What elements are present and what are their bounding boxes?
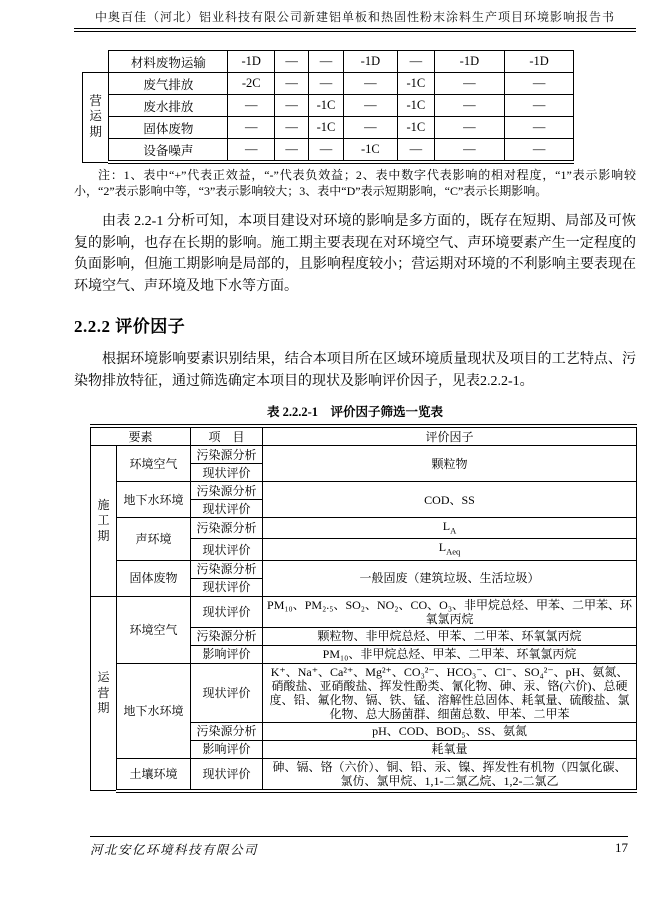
- impact-row-label: 废气排放: [109, 73, 228, 95]
- header-element: 要素: [91, 426, 191, 446]
- impact-cell: -1C: [398, 95, 434, 117]
- impact-cell: —: [434, 139, 505, 163]
- operation-period-label: 运营期: [91, 596, 117, 791]
- project-cell: 现状评价: [191, 539, 263, 560]
- impact-cell: -1C: [309, 95, 343, 117]
- factor-cell: PM₁₀、非甲烷总烃、甲苯、二甲苯、环氧氯丙烷: [263, 645, 637, 663]
- impact-period-label: 营运期: [83, 73, 109, 163]
- impact-cell: —: [309, 139, 343, 163]
- project-cell: 污染源分析: [191, 518, 263, 539]
- project-cell: 污染源分析: [191, 722, 263, 740]
- impact-cell: —: [228, 139, 274, 163]
- table-note: 注：1、表中“+”代表正效益，“-”代表负效益；2、表中数字代表影响的相对程度，“1”表示影响较小，“2”表示影响中等，“3”表示影响较大；3、表中“D”表示短期影响，“C”表示长期影响。: [74, 168, 636, 198]
- impact-cell: —: [505, 117, 574, 139]
- impact-cell: —: [434, 117, 505, 139]
- construction-period-label: 施工期: [91, 446, 117, 597]
- impact-cell: —: [505, 139, 574, 163]
- header-project: 项 目: [191, 426, 263, 446]
- impact-summary-table: [82, 50, 574, 164]
- impact-cell: -1C: [309, 117, 343, 139]
- impact-cell: —: [274, 73, 308, 95]
- table-row: [83, 51, 574, 73]
- impact-cell: —: [343, 95, 398, 117]
- impact-row-label: 材料废物运输: [109, 51, 228, 73]
- impact-period-blank-cell: [83, 51, 109, 73]
- project-cell: 影响评价: [191, 740, 263, 758]
- impact-cell: —: [309, 51, 343, 73]
- table-row: [83, 117, 574, 139]
- impact-cell: —: [398, 51, 434, 73]
- project-cell: 现状评价: [191, 663, 263, 722]
- noise-factor-subscript: A: [450, 525, 457, 536]
- table-row: [83, 95, 574, 117]
- project-cell: 现状评价: [191, 758, 263, 791]
- impact-cell: —: [343, 117, 398, 139]
- element-name: 土壤环境: [117, 758, 191, 791]
- page-number: 17: [615, 840, 628, 855]
- analysis-paragraph: 由表 2.2-1 分析可知，本项目建设对环境的影响是多方面的，既存在短期、局部及可恢复的影响，也存在长期的影响。施工期主要表现在对环境空气、声环境要素产生一定程度的负面影响，但施工期影响是局部的，且影响程度较小；营运期对环境的不利影响主要表现在环境空气、声环境及地下水等方面。: [74, 214, 636, 294]
- project-cell: 影响评价: [191, 645, 263, 663]
- factor-cell: 颗粒物: [263, 446, 637, 482]
- project-cell: 污染源分析: [191, 446, 263, 464]
- factor-cell: 砷、镉、铬（六价）、铜、铅、汞、镍、挥发性有机物（四氯化碳、氯仿、氯甲烷、1,1-二氯乙烷、1,2-二氯乙: [263, 758, 637, 791]
- table-row: [83, 73, 574, 95]
- impact-cell: -1D: [505, 51, 574, 73]
- table-row: [83, 139, 574, 163]
- factor-table-caption: 表 2.2.2-1 评价因子筛选一览表: [266, 405, 444, 419]
- project-cell: 污染源分析: [191, 560, 263, 578]
- impact-cell: -1C: [343, 139, 398, 163]
- element-name: 地下水环境: [117, 482, 191, 518]
- impact-cell: —: [434, 73, 505, 95]
- table-row: [91, 560, 637, 578]
- impact-cell: —: [274, 139, 308, 163]
- noise-factor-base: L: [438, 540, 447, 555]
- impact-cell: —: [505, 95, 574, 117]
- header-double-rule: [74, 28, 636, 32]
- impact-cell: —: [398, 139, 434, 163]
- header-factor: 评价因子: [263, 426, 637, 446]
- impact-cell: —: [505, 73, 574, 95]
- table-row: [91, 663, 637, 722]
- factor-cell: K⁺、Na⁺、Ca²⁺、Mg²⁺、CO₃²⁻、HCO₃⁻、Cl⁻、SO₄²⁻、pH、氨氮、硝酸盐、亚硝酸盐、挥发性酚类、氰化物、砷、汞、铬(六价)、总硬度、铅、氟化物、镉、铁、锰、溶解性总固体、耗氧量、硫酸盐、氯化物、总大肠菌群、细菌总数、甲苯、二甲苯: [263, 663, 637, 722]
- impact-cell: —: [309, 73, 343, 95]
- page-header-title: 中奥百佳（河北）铝业科技有限公司新建铝单板和热固性粉末涂料生产项目环境影响报告书: [94, 10, 615, 24]
- factor-cell: COD、SS: [263, 482, 637, 518]
- table-row: [91, 482, 637, 500]
- impact-row-label: 废水排放: [109, 95, 228, 117]
- table-row: [91, 446, 637, 464]
- impact-cell: -1D: [434, 51, 505, 73]
- table-row: [91, 596, 637, 627]
- impact-cell: —: [343, 73, 398, 95]
- impact-row-label: 设备噪声: [109, 139, 228, 163]
- impact-cell: —: [274, 117, 308, 139]
- factor-cell: 一般固废（建筑垃圾、生活垃圾）: [263, 560, 637, 596]
- project-cell: 污染源分析: [191, 627, 263, 645]
- project-cell: 现状评价: [191, 596, 263, 627]
- table-header-row: [91, 426, 637, 446]
- page-footer: [90, 836, 628, 858]
- impact-row-label: 固体废物: [109, 117, 228, 139]
- project-cell: 现状评价: [191, 464, 263, 482]
- impact-cell: —: [434, 95, 505, 117]
- element-name: 环境空气: [117, 596, 191, 663]
- impact-cell: —: [274, 95, 308, 117]
- factor-cell: PM₁₀、PM₂.₅、SO₂、NO₂、CO、O₃、非甲烷总烃、甲苯、二甲苯、环氧氯丙烷: [263, 596, 637, 627]
- element-name: 地下水环境: [117, 663, 191, 758]
- factor-cell: 颗粒物、非甲烷总烃、甲苯、二甲苯、环氧氯丙烷: [263, 627, 637, 645]
- page-content: [74, 8, 636, 793]
- project-cell: 现状评价: [191, 500, 263, 518]
- footer-company-name: 河北安亿环境科技有限公司: [90, 843, 259, 857]
- project-cell: 污染源分析: [191, 482, 263, 500]
- section-heading-2-2-2: 2.2.2 评价因子: [74, 317, 186, 336]
- noise-factor-subscript: Aeq: [446, 546, 461, 557]
- impact-cell: -1D: [228, 51, 274, 73]
- element-name: 环境空气: [117, 446, 191, 482]
- section-intro-paragraph: 根据环境影响要素识别结果，结合本项目所在区域环境质量现状及项目的工艺特点、污染物排放特征，通过筛选确定本项目的现状及影响评价因子，见表2.2.2-1。: [74, 352, 636, 389]
- factor-cell: [263, 518, 637, 539]
- impact-cell: —: [228, 95, 274, 117]
- impact-cell: —: [274, 51, 308, 73]
- impact-cell: -2C: [228, 73, 274, 95]
- project-cell: 现状评价: [191, 578, 263, 596]
- factor-cell: 耗氧量: [263, 740, 637, 758]
- noise-factor-base: L: [442, 519, 451, 533]
- impact-cell: -1C: [398, 73, 434, 95]
- factor-cell: [263, 539, 637, 560]
- factor-cell: pH、COD、BOD₅、SS、氨氮: [263, 722, 637, 740]
- table-row: [91, 518, 637, 539]
- impact-cell: —: [228, 117, 274, 139]
- factor-screening-table: [90, 424, 637, 793]
- impact-cell: -1C: [398, 117, 434, 139]
- table-row: [91, 758, 637, 791]
- element-name: 声环境: [117, 518, 191, 561]
- element-name: 固体废物: [117, 560, 191, 596]
- impact-cell: -1D: [343, 51, 398, 73]
